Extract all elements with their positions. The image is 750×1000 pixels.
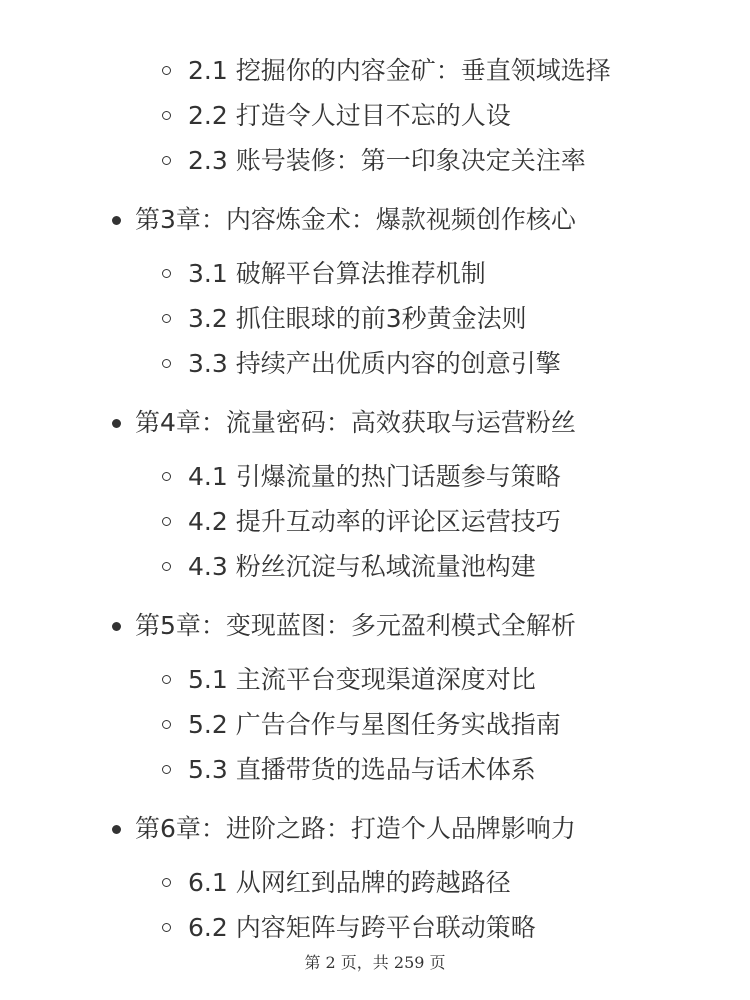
toc-section-item — [0, 341, 750, 386]
toc-chapter — [0, 195, 750, 386]
toc-section-list — [0, 48, 750, 183]
hollow-bullet-icon — [162, 923, 171, 932]
filled-bullet-icon — [112, 825, 121, 834]
toc-chapter-heading — [0, 804, 750, 854]
hollow-bullet-icon — [162, 562, 171, 571]
toc-section-title: 3.2 抓住眼球的前3秒黄金法则 — [188, 304, 527, 333]
toc-chapter — [0, 601, 750, 792]
toc-section-item — [0, 905, 750, 950]
filled-bullet-icon — [112, 216, 121, 225]
toc-section-list — [0, 251, 750, 386]
toc-section-title: 5.2 广告合作与星图任务实战指南 — [188, 710, 561, 739]
hollow-bullet-icon — [162, 269, 171, 278]
hollow-bullet-icon — [162, 314, 171, 323]
toc-chapter-heading — [0, 601, 750, 651]
toc-section-title: 2.3 账号装修：第一印象决定关注率 — [188, 146, 586, 175]
toc-section-list — [0, 454, 750, 589]
hollow-bullet-icon — [162, 156, 171, 165]
toc-section-item — [0, 296, 750, 341]
filled-bullet-icon — [112, 622, 121, 631]
toc-chapter-heading — [0, 195, 750, 245]
toc-chapter-heading — [0, 398, 750, 448]
hollow-bullet-icon — [162, 765, 171, 774]
toc-section-list — [0, 657, 750, 792]
toc-section-item — [0, 251, 750, 296]
toc-section-title: 3.3 持续产出优质内容的创意引擎 — [188, 349, 561, 378]
toc-section-item — [0, 747, 750, 792]
toc-section-title: 6.2 内容矩阵与跨平台联动策略 — [188, 913, 536, 942]
toc-section-title: 4.1 引爆流量的热门话题参与策略 — [188, 462, 561, 491]
hollow-bullet-icon — [162, 472, 171, 481]
toc-section-title: 2.1 挖掘你的内容金矿：垂直领域选择 — [188, 56, 611, 85]
toc-section-title: 3.1 破解平台算法推荐机制 — [188, 259, 486, 288]
toc-chapter — [0, 398, 750, 589]
toc-chapter-title: 第4章：流量密码：高效获取与运营粉丝 — [135, 408, 576, 437]
toc-section-title: 4.2 提升互动率的评论区运营技巧 — [188, 507, 561, 536]
toc-chapter-title: 第3章：内容炼金术：爆款视频创作核心 — [135, 205, 576, 234]
toc-chapter — [0, 804, 750, 950]
toc-section-item — [0, 48, 750, 93]
toc-section-title: 2.2 打造令人过目不忘的人设 — [188, 101, 511, 130]
page-footer: 第 2 页，共 259 页 — [304, 953, 446, 972]
toc-section-item — [0, 499, 750, 544]
toc-section-title: 4.3 粉丝沉淀与私域流量池构建 — [188, 552, 536, 581]
toc-section-list — [0, 860, 750, 950]
toc-section-item — [0, 702, 750, 747]
hollow-bullet-icon — [162, 720, 171, 729]
toc-chapter-title: 第5章：变现蓝图：多元盈利模式全解析 — [135, 611, 576, 640]
hollow-bullet-icon — [162, 66, 171, 75]
toc-section-title: 6.1 从网红到品牌的跨越路径 — [188, 868, 511, 897]
toc-section-item — [0, 860, 750, 905]
toc-section-item — [0, 657, 750, 702]
hollow-bullet-icon — [162, 517, 171, 526]
filled-bullet-icon — [112, 419, 121, 428]
hollow-bullet-icon — [162, 111, 171, 120]
hollow-bullet-icon — [162, 878, 171, 887]
hollow-bullet-icon — [162, 359, 171, 368]
toc-section-item — [0, 454, 750, 499]
toc-chapter-title: 第6章：进阶之路：打造个人品牌影响力 — [135, 814, 576, 843]
toc-section-title: 5.1 主流平台变现渠道深度对比 — [188, 665, 536, 694]
hollow-bullet-icon — [162, 675, 171, 684]
toc-section-item — [0, 138, 750, 183]
toc-section-item — [0, 93, 750, 138]
toc-section-item — [0, 544, 750, 589]
toc-chapter — [0, 48, 750, 183]
toc-section-title: 5.3 直播带货的选品与话术体系 — [188, 755, 536, 784]
table-of-contents — [0, 48, 750, 950]
